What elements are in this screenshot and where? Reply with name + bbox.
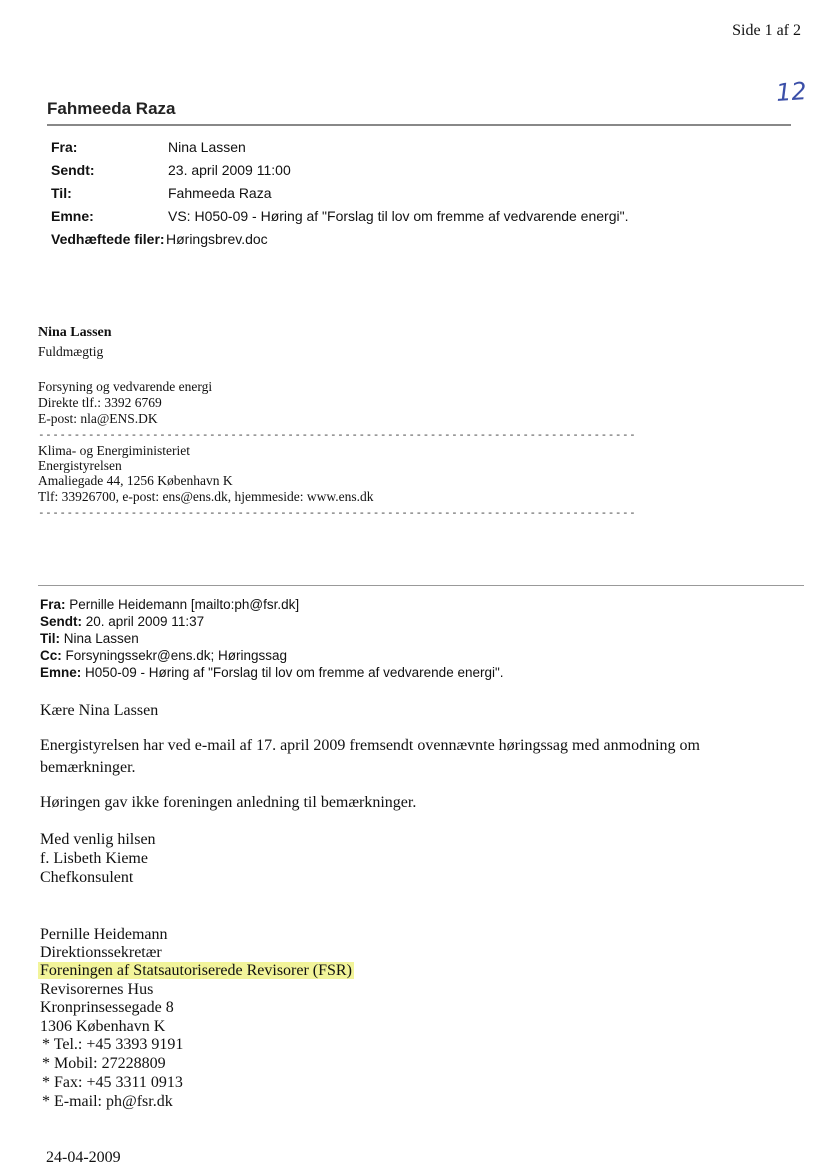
signature-street: Kronprinsessegade 8 <box>40 999 174 1016</box>
header-value-to: Fahmeeda Raza <box>168 185 272 201</box>
body-paragraph-line: bemærkninger. <box>40 759 136 776</box>
signature-email: E-post: nla@ENS.DK <box>38 411 158 426</box>
header-label-sent: Sendt: <box>51 162 95 178</box>
forward-divider <box>38 585 804 586</box>
header-divider <box>47 124 791 126</box>
header-value-subject: VS: H050-09 - Høring af "Forslag til lov om fremme af vedvarende energi". <box>168 208 629 224</box>
header-value-attachments: Høringsbrev.doc <box>166 231 268 247</box>
signer-name: f. Lisbeth Kieme <box>40 850 148 867</box>
signature-phone: * Tel.: +45 3393 9191 <box>42 1036 184 1053</box>
signature-contact: Tlf: 33926700, e-post: ens@ens.dk, hjemmeside: www.ens.dk <box>38 489 374 504</box>
signature-agency: Energistyrelsen <box>38 458 122 473</box>
forwarded-cc: Cc: Forsyningssekr@ens.dk; Høringssag <box>40 648 288 663</box>
forwarded-to: Til: Nina Lassen <box>40 631 139 646</box>
salutation: Kære Nina Lassen <box>40 702 159 719</box>
forwarded-sent: Sendt: 20. april 2009 11:37 <box>40 614 205 629</box>
signature-name: Pernille Heidemann <box>40 926 168 943</box>
signature-fax: * Fax: +45 3311 0913 <box>42 1074 183 1091</box>
signature-city: 1306 København K <box>40 1018 166 1035</box>
signature-ministry: Klima- og Energiministeriet <box>38 443 190 458</box>
signer-title: Chefkonsulent <box>40 869 134 886</box>
sender-heading: Fahmeeda Raza <box>47 99 176 118</box>
signature-building: Revisorernes Hus <box>40 981 154 998</box>
body-paragraph: Høringen gav ikke foreningen anledning til bemærkninger. <box>40 794 417 811</box>
signature-title: Direktionssekretær <box>40 944 162 961</box>
header-label-to: Til: <box>51 185 72 201</box>
body-paragraph-line: Energistyrelsen har ved e-mail af 17. april 2009 fremsendt ovennævnte høringssag med anmodning om <box>40 737 700 754</box>
header-value-from: Nina Lassen <box>168 139 246 155</box>
signature-name: Nina Lassen <box>38 325 112 340</box>
header-label-attachments: Vedhæftede filer: <box>51 231 165 247</box>
footer-date: 24-04-2009 <box>46 1149 121 1166</box>
header-label-from: Fra: <box>51 139 78 155</box>
signature-mobile: * Mobil: 27228809 <box>42 1055 166 1072</box>
closing: Med venlig hilsen <box>40 831 156 848</box>
handwritten-page-note: 12 <box>775 76 808 108</box>
signature-address: Amaliegade 44, 1256 København K <box>38 473 233 488</box>
header-label-subject: Emne: <box>51 208 94 224</box>
signature-separator: ------------------------------------------------------------------------------------ <box>38 428 637 441</box>
page-number: Side 1 af 2 <box>732 22 801 39</box>
forwarded-subject: Emne: H050-09 - Høring af "Forslag til lov om fremme af vedvarende energi". <box>40 665 504 680</box>
highlighted-organization: Foreningen af Statsautoriserede Revisorer (FSR) <box>40 962 352 979</box>
signature-title: Fuldmægtig <box>38 344 104 359</box>
signature-department: Forsyning og vedvarende energi <box>38 379 213 394</box>
signature-email: * E-mail: ph@fsr.dk <box>42 1093 173 1110</box>
forwarded-from: Fra: Pernille Heidemann [mailto:ph@fsr.dk] <box>40 597 300 612</box>
signature-organization <box>40 962 354 980</box>
signature-separator: ------------------------------------------------------------------------------------ <box>38 506 637 519</box>
signature-direct-phone: Direkte tlf.: 3392 6769 <box>38 395 162 410</box>
header-value-sent: 23. april 2009 11:00 <box>168 162 291 178</box>
